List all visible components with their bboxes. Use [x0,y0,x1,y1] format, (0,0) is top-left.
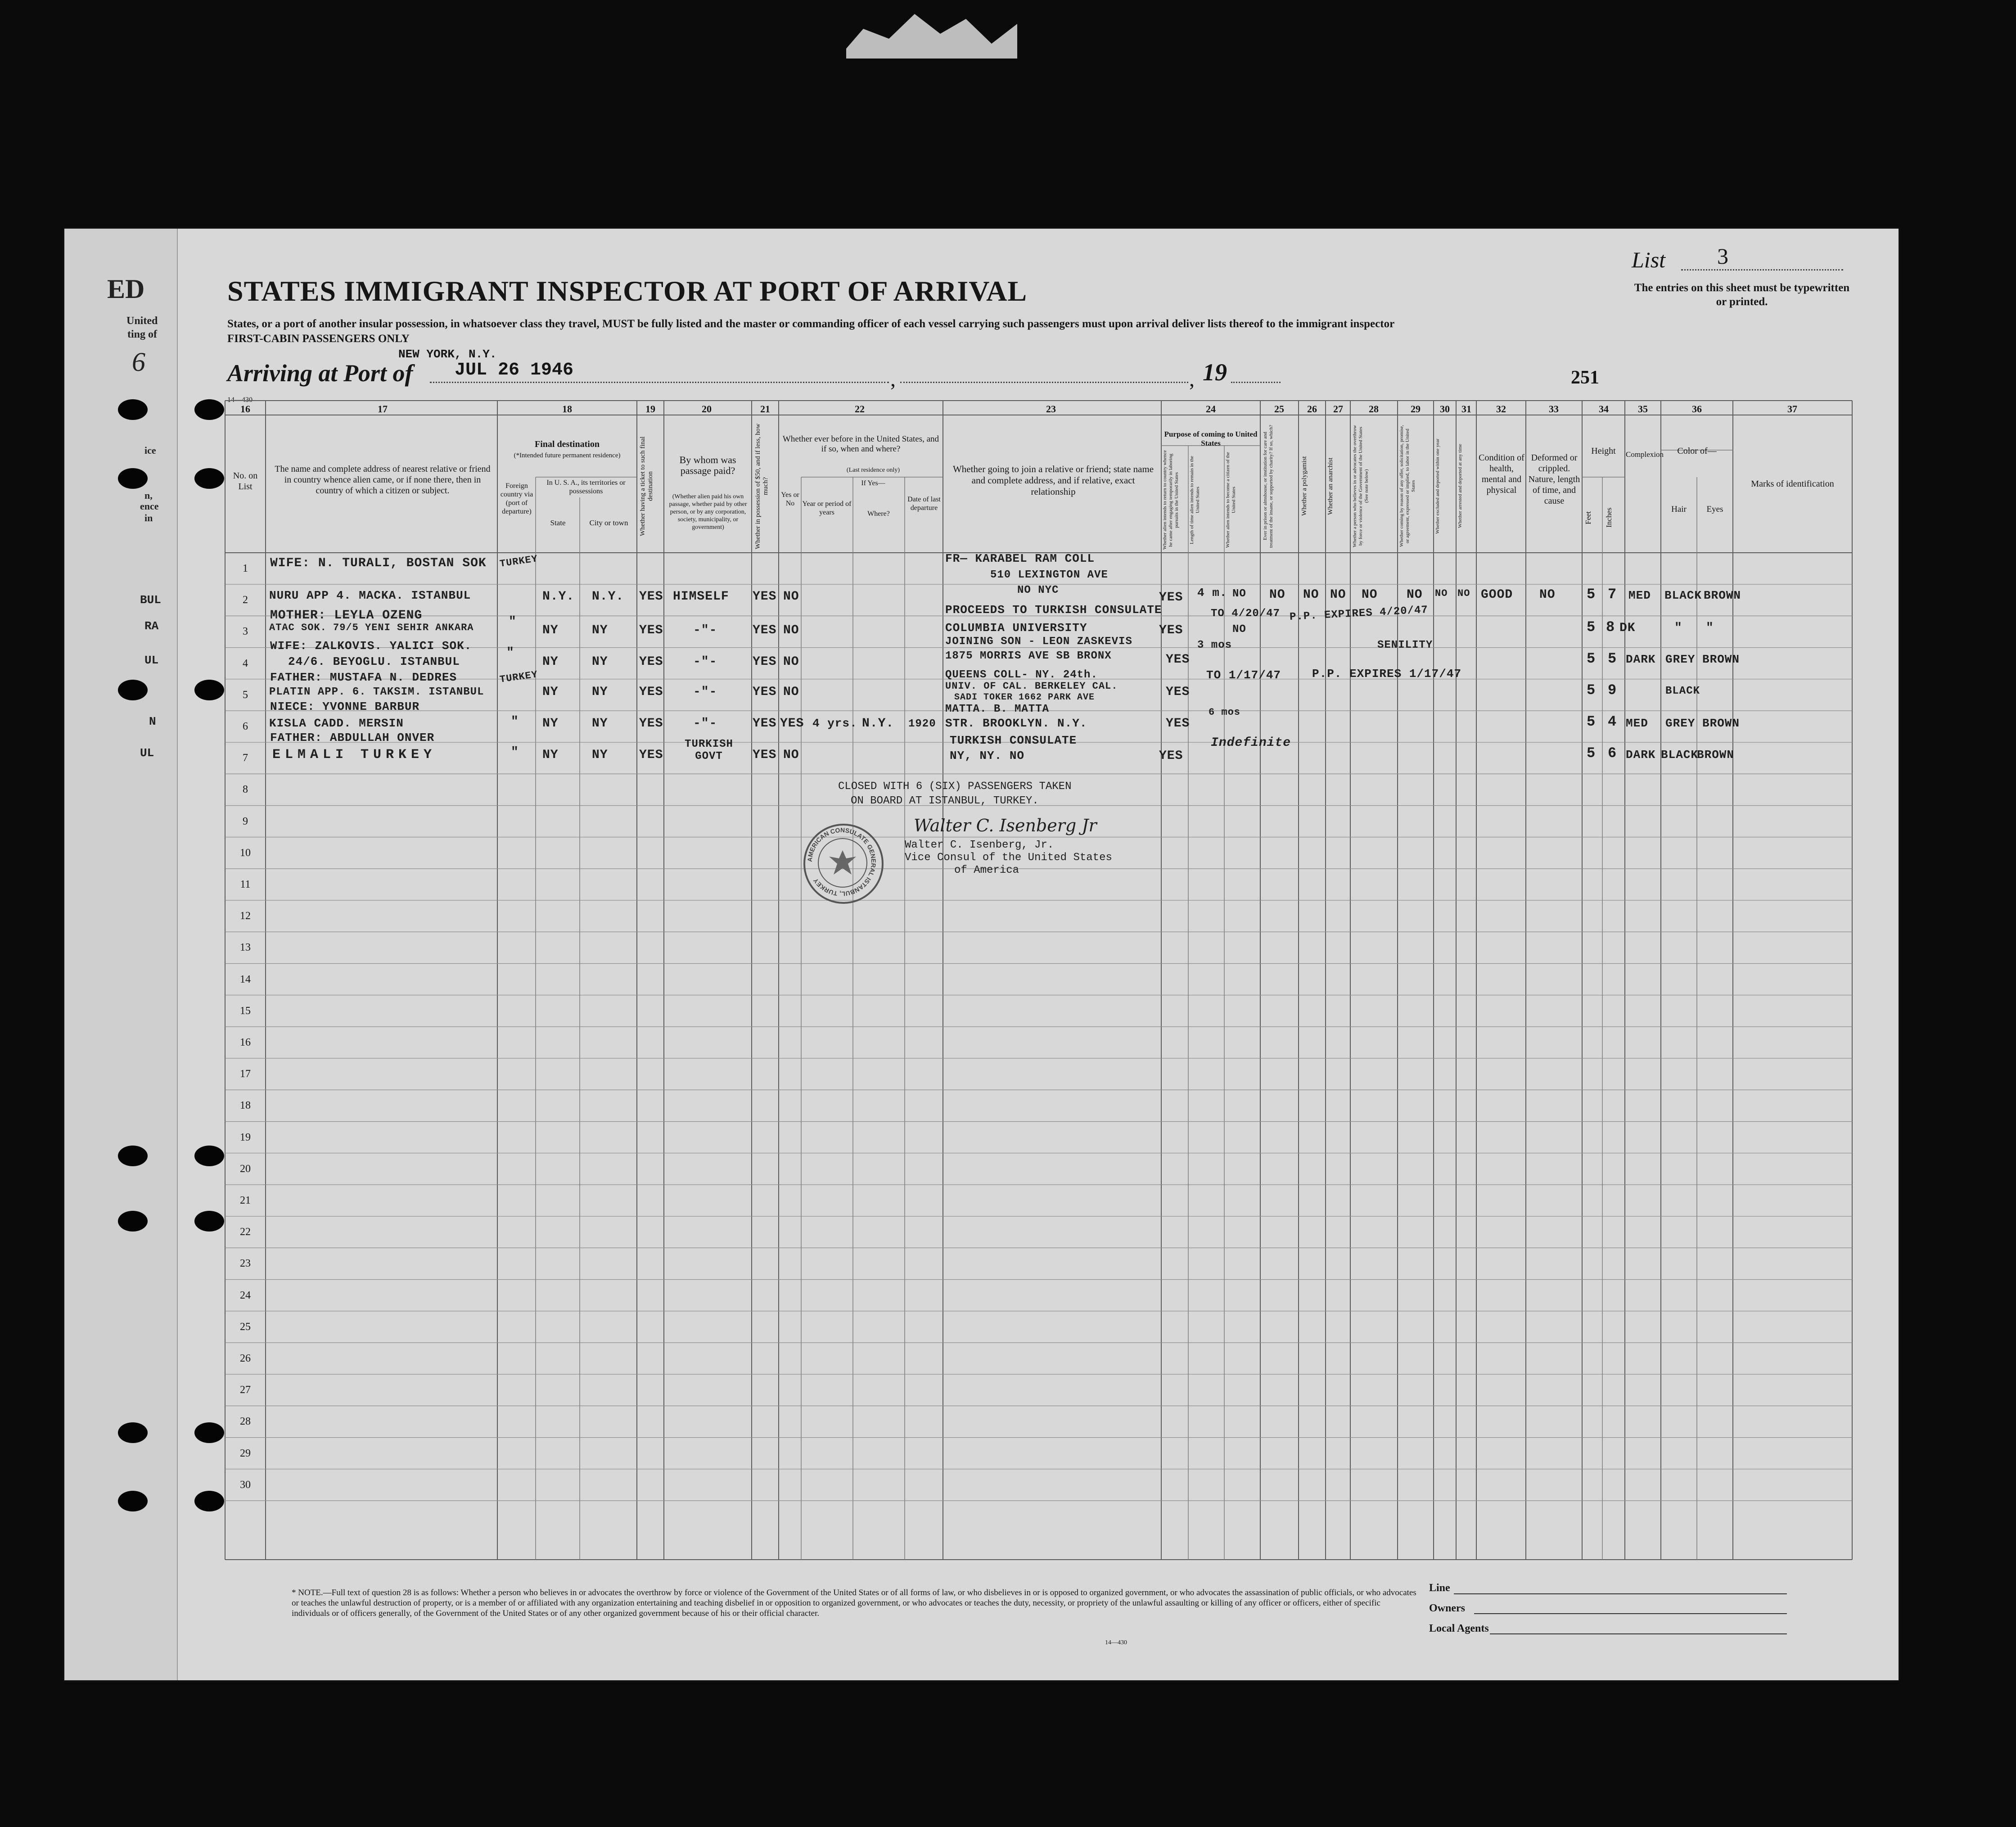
health-value: GOOD [1481,588,1513,602]
form-title: STATES IMMIGRANT INSPECTOR AT PORT OF ARRIVAL [227,275,1028,307]
join-line: NY, NY. NO [950,749,1025,762]
form-code: 14—430 [227,396,253,404]
header-city: City or town [589,519,628,527]
column-number: 20 [702,403,712,415]
header-prison: Ever in prison or almshouse, or institution for care and treatment of the insane, or supported by charity? If so, which? [1263,424,1274,548]
eyes-value: BROWN [1697,748,1735,762]
q28-value: P.P. EXPIRES 4/20/47 [1289,604,1429,624]
local-agents-label: Local Agents [1429,1623,1489,1634]
join-line: 1875 MORRIS AVE SB BRONX [945,650,1112,662]
column-number: 31 [1461,403,1471,415]
header-complexion: Complexion [1626,450,1664,459]
strip-word: BUL [140,593,161,607]
via-country: " [506,646,514,660]
join-line: COLUMBIA UNIVERSITY [945,621,1087,635]
fifty-value: YES [753,685,777,699]
header-feet: Feet [1584,511,1592,524]
header-inches: Inches [1605,507,1613,528]
q31-value: NO [1457,588,1470,599]
column-number: 37 [1787,403,1797,415]
column-number: 34 [1599,403,1609,415]
ticket-value: YES [639,655,663,669]
feet-value: 5 [1587,713,1596,730]
join-line: FR— KARABEL RAM COLL [945,552,1095,565]
relative-line: NIECE: YVONNE BARBUR [270,700,420,713]
column-number: 30 [1440,403,1450,415]
footer-form-code: 14—430 [1105,1639,1127,1646]
list-note: The entries on this sheet must be typewritten or printed. [1634,282,1850,308]
row-number: 1 [243,563,248,574]
column-number: 27 [1333,403,1343,415]
header-final-destination-sub: (*Intended future permanent residence) [514,452,621,459]
header-if-yes: If Yes— [861,479,885,487]
header-purpose: Purpose of coming to United States [1164,430,1258,447]
dest-city: NY [592,685,608,699]
strip-word: ice [144,445,156,456]
strip-word: UL [140,746,154,760]
inches-value: 4 [1608,713,1617,730]
header-join-relative: Whether going to join a relative or friend; state name and complete address, and if relative, exact relationship [952,464,1154,497]
header-deformed: Deformed or crippled. Nature, length of time, and cause [1528,453,1580,506]
closing-line: ON BOARD AT ISTANBUL, TURKEY. [851,795,1039,807]
strip-fragment-ting: ting of [127,329,157,340]
paid-by: -"- [693,685,717,699]
before-value: YES [780,717,804,731]
row-number: 25 [240,1321,251,1333]
via-country: " [509,615,517,629]
inches-value: 9 [1608,682,1617,699]
consulate-seal [803,824,884,904]
complexion-value: DARK [1626,748,1656,762]
header-before-in-us: Whether ever before in the United States, and if so, when and where? [782,434,939,454]
eagle-icon [818,838,867,888]
paid-by: -"- [693,623,717,637]
strip-word: in [144,512,153,523]
relative-line: KISLA CADD. MERSIN [269,717,404,730]
header-purpose-citizen: Whether alien intends to become a citizen of the United States [1225,452,1236,548]
header-overthrow: Whether a person who believes in or advocates the overthrow by force or violence of the Government of the United States (See note below) [1352,425,1369,547]
join-line: UNIV. OF CAL. BERKELEY CAL. [945,681,1118,692]
citizen-value: NO [1232,588,1246,600]
join-line: JOINING SON - LEON ZASKEVIS [945,636,1132,648]
header-purpose-length: Length of time alien intends to remain in the United States [1189,456,1200,545]
fifty-value: YES [753,748,777,762]
column-number: 22 [855,403,865,415]
header-labor-offer: Whether coming by reason of any offer, solicitation, promise, or agreement, expressed or implied, to labor in the United States [1399,425,1416,547]
purpose-value: YES [1166,717,1190,731]
row-number: 2 [243,594,248,606]
deformed-value: NO [1539,588,1556,602]
complexion-value: MED [1626,717,1648,730]
row-number: 27 [240,1384,251,1396]
complexion-value: MED [1628,589,1651,602]
header-yes-or-no: Yes or No [781,491,799,507]
ticket-value: YES [639,623,663,637]
years-value: 4 yrs. [812,717,857,730]
relative-line: 24/6. BEYOGLU. ISTANBUL [288,655,460,668]
header-last-departure: Date of last departure [907,496,941,512]
length-value: TO 4/20/47 [1211,608,1281,620]
row-number: 8 [243,784,248,796]
relative-line: WIFE: N. TURALI, BOSTAN SOK [270,556,487,570]
column-number: 29 [1411,403,1421,415]
hair-value: BLACK [1664,589,1702,602]
strip-word: ence [140,501,159,512]
footnote-question-28: * NOTE.—Full text of question 28 is as follows: Whether a person who believes in or advocates the overthrow by force or violence of the Government of the United States or of all forms of law, or who disbelieves in or is opposed to organized government, or who advocates the assassination of public officials, or who advocates or teaches the unlawful destruction of property, or is a member of or affiliated with any organization entertaining and teaching disbelief in or opposition to organized government, or who advocates or teaches the duty, necessity, or propriety of the unlawful assaulting or killing of any officer or officers, either of specific individuals or of officers generally, of the Government of the United States or of any other organized government because of his or their official character. [292,1588,1416,1618]
via-country: " [511,715,519,729]
header-state: State [550,519,566,527]
dest-state: NY [542,748,559,762]
header-where: Where? [867,510,890,518]
relative-line: FATHER: ABDULLAH ONVER [270,731,435,744]
column-number: 25 [1274,403,1284,415]
header-height: Height [1591,446,1616,456]
dest-city: NY [592,717,608,731]
row-number: 12 [240,910,251,922]
strip-fragment-six: 6 [132,347,145,377]
join-line: PROCEEDS TO TURKISH CONSULATE [945,603,1162,617]
feet-value: 5 [1587,745,1596,762]
column-number: 35 [1638,403,1648,415]
dest-state: NY [542,717,559,731]
header-purpose-return: Whether alien intends to return to country whence he came after engaging temporarily in laboring pursuits in the United States [1162,450,1179,550]
hair-value: BLACK [1665,685,1700,697]
consul-title: of America [954,864,1019,876]
line-underline [1454,1593,1787,1594]
header-passage-paid-sub: (Whether alien paid his own passage, whether paid by other person, or by any corporation, society, municipality, or government) [669,493,747,531]
ticket-value: YES [639,685,663,699]
row-number: 13 [240,942,251,954]
hair-value: GREY [1665,717,1696,730]
row-number: 30 [240,1479,251,1491]
feet-value: 5 [1587,586,1596,603]
owners-label: Owners [1429,1602,1465,1614]
row-number: 3 [243,626,248,638]
join-line: TURKISH CONSULATE [950,734,1077,747]
q27-value: NO [1330,588,1346,602]
comma-separator: , [890,367,896,391]
list-number: 3 [1717,244,1728,269]
strip-fragment-united: United [126,315,158,327]
via-country: TURKEY [499,553,539,570]
length-value: Indefinite [1211,736,1291,750]
header-ticket: Whether having a ticket to such final destination [639,436,654,536]
via-country: TURKEY [499,669,539,686]
relative-line: WIFE: ZALKOVIS. YALICI SOK. [270,639,472,653]
q30-value: NO [1435,588,1448,599]
row-number: 5 [243,689,248,701]
relative-line: NURU APP 4. MACKA. ISTANBUL [269,589,471,602]
fifty-value: YES [753,623,777,637]
header-foreign-country: Foreign country via (port of departure) [500,482,533,515]
closing-line: CLOSED WITH 6 (SIX) PASSENGERS TAKEN [838,780,1072,793]
column-number: 23 [1046,403,1056,415]
inches-value: 6 [1608,745,1617,762]
relative-line: PLATIN APP. 6. TAKSIM. ISTANBUL [269,686,484,698]
row-number: 15 [240,1005,251,1017]
comma-separator: , [1189,367,1195,391]
join-line: SADI TOKER 1662 PARK AVE [954,692,1095,703]
purpose-value: YES [1166,653,1190,667]
header-no-on-list: No. on List [233,471,258,492]
inches-value: 8 [1606,619,1615,636]
hair-value: " [1674,621,1682,635]
header-deported: Whether arrested and deported at any time [1457,444,1463,528]
q28-value: SENILITY [1377,639,1433,651]
join-line: 510 LEXINGTON AVE [990,569,1108,581]
eyes-value: " [1706,621,1714,635]
strip-fragment-ed: ED [107,274,145,304]
row-number: 19 [240,1131,251,1143]
row-number: 23 [240,1258,251,1270]
q25-value: NO [1269,588,1285,602]
complexion-value: DK [1619,621,1636,635]
fifty-value: YES [753,590,777,604]
row-number: 24 [240,1289,251,1301]
header-hair: Hair [1671,505,1687,514]
before-value: NO [783,590,799,604]
row-number: 11 [240,879,251,890]
relative-line: MOTHER: LEYLA OZENG [270,609,423,623]
column-number: 21 [760,403,770,415]
join-line: STR. BROOKLYN. N.Y. [945,717,1087,730]
fifty-value: YES [753,655,777,669]
relative-line: ELMALI TURKEY [272,747,437,762]
row-number: 16 [240,1037,251,1048]
local-agents-underline [1490,1633,1787,1634]
dest-state: NY [542,623,559,637]
row-number: 6 [243,721,248,732]
port-stamp: NEW YORK, N.Y. [398,347,497,361]
row-number: 22 [240,1226,251,1238]
header-marks: Marks of identification [1751,479,1834,489]
column-number: 17 [378,403,388,415]
first-cabin-label: FIRST-CABIN PASSENGERS ONLY [227,333,410,345]
length-value: 3 mos [1197,639,1232,651]
eyes-value: BROWN [1702,653,1740,666]
feet-value: 5 [1587,682,1596,699]
header-color: Color of— [1677,446,1717,456]
header-nearest-relative: The name and complete address of nearest relative or friend in country whence alien came, or if none there, then in country of which a citizen or subject. [275,464,491,496]
line-label: Line [1429,1582,1450,1594]
dest-city: N.Y. [592,590,624,604]
sheet-number: 251 [1571,367,1599,388]
header-passage-paid: By whom was passage paid? [679,454,736,476]
column-number: 16 [240,403,250,415]
inches-value: 5 [1608,650,1617,667]
column-number: 33 [1549,403,1559,415]
where-value: N.Y. [862,717,894,731]
complexion-value: DARK [1626,653,1656,666]
paid-by: -"- [693,655,717,669]
header-period-years: Year or period of years [802,500,852,516]
ticket-value: YES [639,748,663,762]
header-health: Condition of health, mental and physical [1479,453,1524,495]
join-line: QUEENS COLL- NY. 24th. [945,669,1098,681]
row-number: 28 [240,1416,251,1428]
seal-text: AMERICAN CONSULATE GENERAL ISTANBUL, TURKEY [806,826,878,898]
row-number: 10 [240,847,251,859]
row-number: 9 [243,815,248,827]
inches-value: 7 [1608,586,1617,603]
purpose-value: YES [1166,685,1190,699]
row-number: 18 [240,1100,251,1112]
row-number: 20 [240,1163,251,1175]
before-value: NO [783,685,799,699]
column-number: 32 [1496,403,1506,415]
purpose-value: YES [1159,623,1183,637]
relative-line: FATHER: MUSTAFA N. DEDRES [270,671,457,684]
row-number: 17 [240,1068,251,1080]
header-excluded: Whether excluded and deported within one year [1435,438,1440,534]
row-number: 4 [243,657,248,669]
eyes-value: BROWN [1702,717,1740,730]
paid-by: HIMSELF [673,590,729,604]
column-number: 26 [1307,403,1317,415]
dest-state: NY [542,655,559,669]
row-number: 26 [240,1353,251,1364]
year-prefix: 19 [1203,359,1227,386]
relative-line: ATAC SOK. 79/5 YENI SEHIR ANKARA [269,622,474,633]
purpose-value: YES [1159,749,1183,763]
column-number: 18 [562,403,572,415]
q29-value: NO [1407,588,1423,602]
before-value: NO [783,748,799,762]
row-number: 14 [240,973,251,985]
header-polygamist: Whether a polygamist [1301,456,1308,516]
via-country: " [511,745,519,759]
length-value: 6 mos [1209,707,1241,718]
owners-underline [1474,1613,1787,1614]
column-number: 24 [1206,403,1216,415]
citizen-value: NO [1232,623,1246,636]
strip-word: RA [144,619,159,633]
dest-state: NY [542,685,559,699]
consul-name: Walter C. Isenberg, Jr. [905,839,1054,851]
hair-value: BLACK [1661,748,1699,762]
dest-city: NY [592,623,608,637]
strip-word: n, [144,490,153,501]
feet-value: 5 [1587,650,1596,667]
departure-value: 1920 [908,718,936,730]
q28-value: NO [1362,588,1378,602]
row-number: 21 [240,1195,251,1206]
length-value: TO 1/17/47 [1206,668,1281,682]
arriving-label: Arriving at Port of [227,360,413,387]
column-number: 28 [1369,403,1379,415]
paid-by: -"- [693,717,717,731]
list-label: List [1632,247,1666,272]
row-number: 29 [240,1447,251,1459]
before-value: NO [783,655,799,669]
header-eyes: Eyes [1706,505,1723,514]
date-stamp: JUL 26 1946 [455,360,574,380]
fifty-value: YES [753,717,777,731]
header-last-residence: (Last residence only) [846,467,900,474]
feet-value: 5 [1587,619,1596,636]
header-in-usa: In U. S. A., its territories or possessions [546,479,626,495]
length-value: 4 m. [1197,586,1227,600]
column-number: 36 [1692,403,1702,415]
join-line: MATTA. B. MATTA [945,703,1050,715]
consul-signature: Walter C. Isenberg Jr [914,816,1097,835]
ticket-value: YES [639,717,663,731]
purpose-value: YES [1159,591,1183,604]
q28-value: P.P. EXPIRES 1/17/47 [1312,667,1462,681]
paid-by: TURKISH GOVT [685,738,733,762]
header-final-destination: Final destination [535,439,600,449]
join-line: NO NYC [1017,584,1059,596]
before-value: NO [783,623,799,637]
dest-city: NY [592,655,608,669]
ticket-value: YES [639,590,663,604]
column-number: 19 [645,403,655,415]
q26-value: NO [1303,588,1319,602]
eyes-value: BROWN [1704,589,1741,602]
dest-state: N.Y. [542,590,575,604]
consul-title: Vice Consul of the United States [905,852,1112,864]
header-fifty-dollars: Whether in possession of $50, and if less, how much? [754,423,769,549]
strip-word: UL [144,654,159,667]
strip-word: N [149,715,156,728]
dest-city: NY [592,748,608,762]
hair-value: GREY [1665,653,1696,666]
form-instruction: States, or a port of another insular possession, in whatsoever class they travel, MUST be fully listed and the master or commanding officer of each vessel carrying such passengers must upon arrival deliver lists thereof to the immigrant inspector [227,318,1395,330]
row-number: 7 [243,752,248,764]
header-anarchist: Whether an anarchist [1327,457,1334,515]
